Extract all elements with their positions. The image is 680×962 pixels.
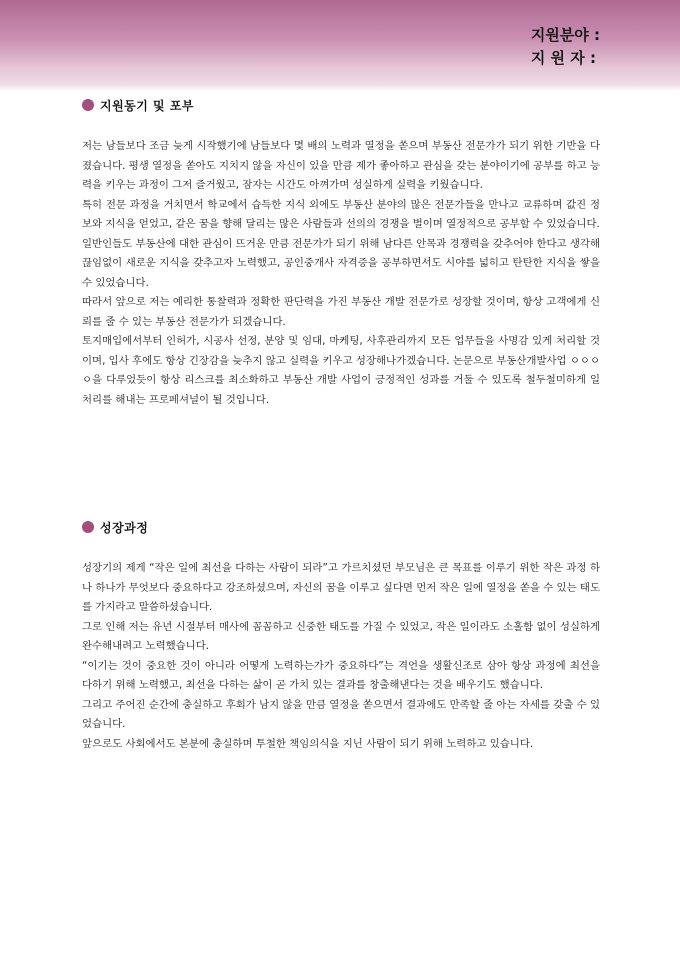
section-title (82, 518, 600, 536)
section-body (82, 137, 600, 410)
applicant-info (531, 24, 600, 70)
paragraph: 그로 인해 저는 유년 시절부터 매사에 꼼꼼하고 신중한 태도를 가질 수 있었고, 작은 일이라도 소홀함 없이 성실하게 완수해내려고 노력했습니다. (82, 620, 600, 652)
section-title (82, 96, 600, 114)
paragraph: 토지매입에서부터 인허가, 시공사 선정, 분양 및 임대, 마케팅, 사후관리까지 모든 업무들을 사명감 있게 처리할 것이며, 입사 후에도 항상 긴장감을 늦추지 않고 실력을 키우고 성장해나가겠습니다. 논문으로 부동산개발사업 ㅇㅇㅇㅇ을 다루었듯이 항상 리스크를 최소화하고 부동산 개발 사업이 긍정적인 성과를 거둘 수 있도록 철두철미하게 일 처리를 해내는 프로페셔널이 될 것입니다. (82, 335, 600, 406)
applicant-label: 지 원 자 : (530, 49, 596, 67)
paragraph: 따라서 앞으로 저는 예리한 통찰력과 정확한 판단력을 가진 부동산 개발 전문가로 성장할 것이며, 항상 고객에게 신뢰를 줄 수 있는 부동산 전문가가 되겠습니다. (82, 296, 600, 328)
section-growth (82, 518, 600, 754)
bullet-icon (82, 521, 94, 533)
section-title-text: 지원동기 및 포부 (100, 98, 195, 113)
paragraph: 앞으로도 사회에서도 본분에 충실하며 투철한 책임의식을 지닌 사람이 되기 위해 노력하고 있습니다. (82, 737, 534, 750)
field-label: 지원분야 : (530, 26, 600, 44)
paragraph: “이기는 것이 중요한 것이 아니라 어떻게 노력하는가가 중요하다”는 격언을 생활신조로 삼아 항상 과정에 최선을 다하기 위해 노력했고, 최선을 다하는 삶이 곧 가치 있는 결과를 창출해낸다는 것을 배우기도 했습니다. (82, 659, 600, 691)
header-banner (0, 0, 680, 86)
section-body (82, 559, 600, 754)
header-divider (0, 86, 680, 91)
paragraph: 일반인들도 부동산에 대한 관심이 뜨거운 만큼 전문가가 되기 위해 남다른 안목과 경쟁력을 갖추어야 한다고 생각해 끊임없이 새로운 지식을 갖추고자 노력했고, 공인중개사 자격증을 공부하면서도 시야를 넓히고 탄탄한 지식을 쌓을 수 있었습니다. (82, 237, 600, 289)
section-motivation (82, 96, 600, 410)
paragraph: 그리고 주어진 순간에 충실하고 후회가 남지 않을 만큼 열정을 쏟으면서 결과에도 만족할 줄 아는 자세를 갖출 수 있었습니다. (82, 698, 600, 730)
bullet-icon (82, 99, 94, 111)
paragraph: 성장기의 제게 “작은 일에 최선을 다하는 사람이 되라”고 가르치셨던 부모님은 큰 목표를 이루기 위한 작은 과정 하나 하나가 무엇보다 중요하다고 강조하셨으며, 자신의 꿈을 이루고 싶다면 먼저 작은 일에 열정을 쏟을 수 있는 태도를 가지라고 말씀하셨습니다. (82, 562, 600, 613)
section-title-text: 성장과정 (100, 520, 149, 535)
paragraph: 특히 전문 과정을 거치면서 학교에서 습득한 지식 외에도 부동산 분야의 많은 전문가들을 만나고 교류하며 값진 정보와 지식을 얻었고, 같은 꿈을 향해 달리는 많은 사람들과 선의의 경쟁을 벌이며 열정적으로 공부할 수 있었습니다. (82, 198, 600, 230)
paragraph: 저는 남들보다 조금 늦게 시작했기에 남들보다 몇 배의 노력과 열정을 쏟으며 부동산 전문가가 되기 위한 기반을 다졌습니다. 평생 열정을 쏟아도 지치지 않을 자신이 있을 만큼 제가 좋아하고 관심을 갖는 분야이기에 공부를 하고 능력을 키우는 과정이 그저 즐거웠고, 잠자는 시간도 아껴가며 성실하게 실력을 키웠습니다. (82, 140, 600, 191)
